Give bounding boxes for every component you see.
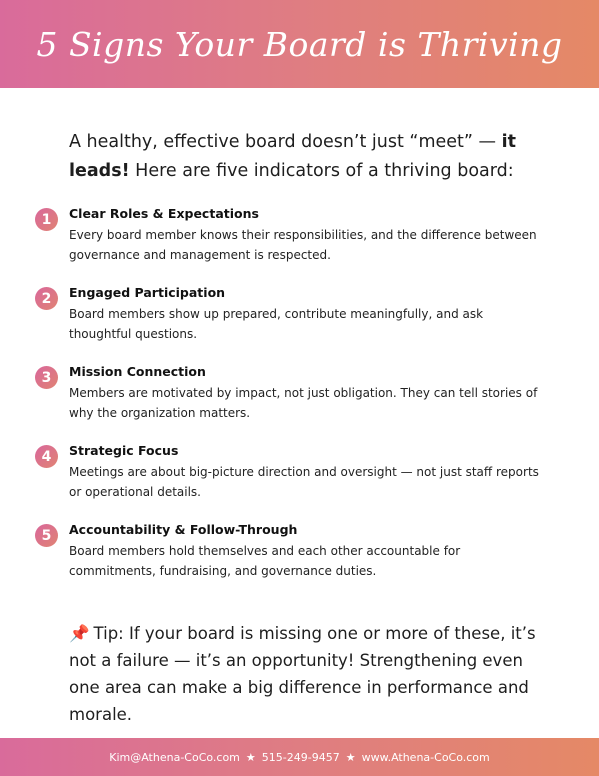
intro-paragraph [69, 128, 539, 186]
sign-description: Board members hold themselves and each other accountable for commitments, fundraising, and governance duties. [69, 544, 461, 578]
intro-text-after: Here are five indicators of a thriving board: [129, 161, 514, 181]
intro-text-before: A healthy, effective board doesn’t just “meet” — [69, 132, 502, 152]
intro-bold-text: it leads! [69, 132, 516, 181]
footer-website[interactable]: www.Athena-CoCo.com [361, 750, 490, 764]
sign-title: Engaged Participation [69, 285, 226, 300]
sign-title: Accountability & Follow-Through [69, 522, 298, 537]
number-badge: 1 [35, 208, 58, 231]
tip-text: Tip: If your board is missing one or more of these, it’s not a failure — it’s an opportunity! Strengthening even one area can make a big difference in performance and morale. [69, 624, 536, 724]
tip-paragraph [69, 620, 554, 728]
footer-email[interactable]: Kim@Athena-CoCo.com [109, 750, 240, 764]
sign-description: Every board member knows their responsibilities, and the difference between governance and management is respected. [69, 228, 537, 262]
pushpin-icon: 📌 [69, 624, 90, 643]
number-badge: 2 [35, 287, 58, 310]
sign-title: Mission Connection [69, 364, 206, 379]
page-title: 5 Signs Your Board is Thriving [36, 24, 563, 64]
star-icon: ★ [245, 750, 256, 764]
star-icon: ★ [345, 750, 356, 764]
sign-title: Clear Roles & Expectations [69, 206, 259, 221]
footer-phone[interactable]: 515-249-9457 [261, 750, 340, 764]
sign-description: Members are motivated by impact, not just obligation. They can tell stories of why the organization matters. [69, 386, 538, 420]
sign-description: Meetings are about big-picture direction and oversight — not just staff reports or operational details. [69, 465, 539, 499]
number-badge: 4 [35, 445, 58, 468]
sign-description: Board members show up prepared, contribute meaningfully, and ask thoughtful questions. [69, 307, 484, 341]
number-badge: 3 [35, 366, 58, 389]
number-badge: 5 [35, 524, 58, 547]
header-banner [0, 0, 599, 88]
sign-title: Strategic Focus [69, 443, 179, 458]
footer-banner [0, 738, 599, 776]
